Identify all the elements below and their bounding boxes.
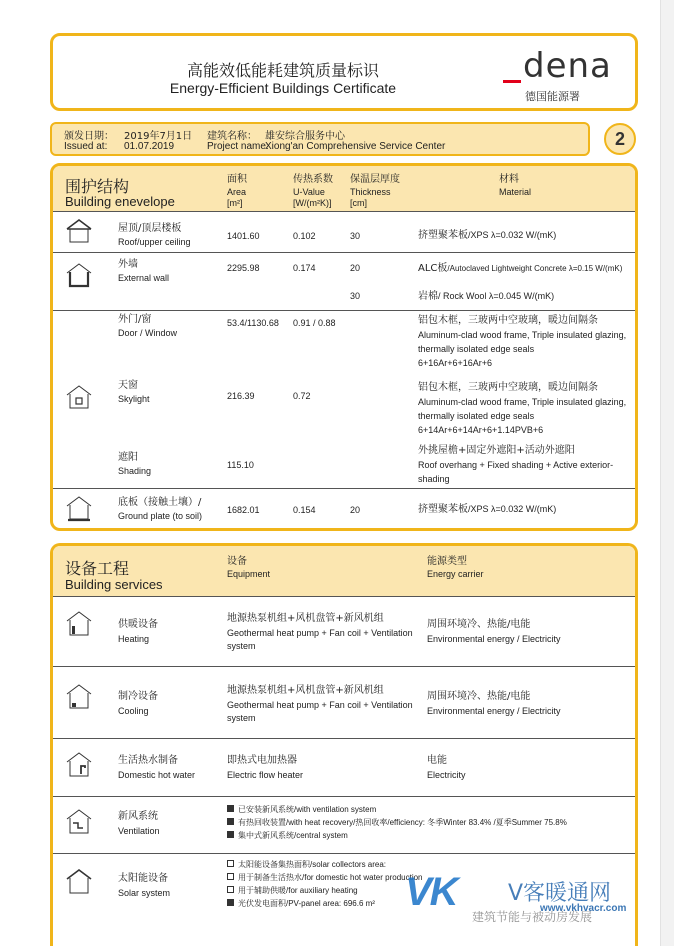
wall-area: 2295.98 bbox=[227, 263, 260, 273]
certificate-title-zh: 高能效低能耗建筑质量标识 bbox=[186, 61, 379, 80]
cooling-carrier-en: Environmental energy / Electricity bbox=[427, 706, 561, 716]
envelope-title-zh: 围护结构 bbox=[65, 177, 130, 196]
skylight-u-value: 0.72 bbox=[293, 391, 311, 401]
heating-carrier-en: Environmental energy / Electricity bbox=[427, 634, 561, 644]
checkbox-checked bbox=[227, 831, 234, 838]
project-name-zh: 雄安综合服务中心 bbox=[265, 131, 345, 142]
services-rule bbox=[53, 596, 635, 597]
checkbox-checked bbox=[227, 818, 234, 825]
cooling-house-icon bbox=[65, 683, 93, 711]
roof-label-en: Roof/upper ceiling bbox=[118, 237, 191, 247]
certificate-title-en: Energy-Efficient Buildings Certificate bbox=[169, 80, 397, 96]
door-material-en-2: thermally isolated edge seals bbox=[418, 344, 535, 354]
cooling-label-en: Cooling bbox=[118, 706, 149, 716]
solar-option-3: 用于辅助供暖/for auxiliary heating bbox=[238, 886, 358, 895]
issue-label-en: Issued at: bbox=[64, 141, 108, 152]
door-u-value: 0.91 / 0.88 bbox=[293, 318, 336, 328]
row-rule bbox=[53, 488, 635, 489]
thickness-header-zh: 保温层厚度 bbox=[350, 174, 400, 185]
solar-label-zh: 太阳能设备 bbox=[118, 873, 168, 884]
heating-label-zh: 供暖设备 bbox=[118, 619, 158, 630]
skylight-material-en-3: 6+14Ar+6+14Ar+6+1.14PVB+6 bbox=[418, 425, 544, 435]
hot-water-house-icon bbox=[65, 751, 93, 779]
shading-material-en-2: shading bbox=[418, 474, 450, 484]
carrier-header-zh: 能源类型 bbox=[427, 556, 467, 567]
solar-option-1: 太阳能设备集热面积/solar collectors area: bbox=[238, 860, 387, 869]
logo-subtitle: 德国能源署 bbox=[525, 91, 580, 103]
solar-house-icon bbox=[65, 868, 93, 896]
checkbox-unchecked bbox=[227, 886, 234, 893]
equipment-header-en: Equipment bbox=[227, 569, 271, 579]
hot-water-carrier-en: Electricity bbox=[427, 770, 466, 780]
row-rule bbox=[53, 796, 635, 797]
area-header-zh: 面积 bbox=[227, 174, 247, 185]
door-label-zh: 外门/窗 bbox=[118, 314, 152, 325]
services-header bbox=[53, 546, 635, 596]
wall-material-2-zh: 岩棉 bbox=[418, 291, 438, 302]
roof-material-zh: 挤塑聚苯板 bbox=[418, 230, 468, 241]
equipment-header-zh: 设备 bbox=[227, 556, 247, 567]
services-title-zh: 设备工程 bbox=[65, 559, 130, 578]
ventilation-option-2: 有热回收装置/with heat recovery/热回收率/efficiency: 冬季Winter 83.4% /夏季Summer 75.8% bbox=[238, 818, 567, 827]
dena-logo bbox=[503, 46, 613, 102]
ground-label-zh: 底板（接触土壤）/ bbox=[118, 497, 202, 508]
ground-area: 1682.01 bbox=[227, 505, 260, 515]
shading-material-zh: 外挑屋檐+固定外遮阳+活动外遮阳 bbox=[418, 445, 575, 456]
wall-label-zh: 外墙 bbox=[118, 259, 138, 270]
wall-material-1-en: /Autoclaved Lightweight Concrete λ=0.15 W/(mK) bbox=[447, 264, 623, 273]
roof-label-zh: 屋顶/顶层楼板 bbox=[118, 223, 182, 234]
heating-equipment-en-1: Geothermal heat pump + Fan coil + Ventilation bbox=[227, 628, 413, 638]
door-area: 53.4/1130.68 bbox=[227, 318, 279, 328]
heating-house-icon bbox=[65, 610, 93, 638]
heating-equipment-en-2: system bbox=[227, 641, 256, 651]
hot-water-carrier-zh: 电能 bbox=[427, 755, 447, 766]
solar-label-en: Solar system bbox=[118, 888, 171, 898]
hot-water-equipment-en: Electric flow heater bbox=[227, 770, 304, 780]
hot-water-equipment-zh: 即热式电加热器 bbox=[227, 755, 297, 766]
wall-house-icon bbox=[65, 262, 93, 288]
thickness-header-en: Thickness bbox=[350, 187, 391, 197]
row-rule bbox=[53, 738, 635, 739]
area-header-en: Area bbox=[227, 187, 247, 197]
solar-option-2: 用于制备生活热水/for domestic hot water production bbox=[238, 873, 423, 882]
door-material-en-3: 6+16Ar+6+16Ar+6 bbox=[418, 358, 493, 368]
watermark-url: www.vkhvacr.com bbox=[540, 903, 627, 914]
roof-u-value: 0.102 bbox=[293, 231, 316, 241]
ground-label-en: Ground plate (to soil) bbox=[118, 511, 203, 521]
ground-material-en: /XPS λ=0.032 W/(mK) bbox=[468, 504, 557, 514]
issue-date-en: 01.07.2019 bbox=[124, 141, 175, 152]
building-envelope-section bbox=[50, 163, 638, 531]
ground-material-zh: 挤塑聚苯板 bbox=[418, 504, 468, 515]
solar-option-4: 光伏发电面积/PV-panel area: 696.6 m² bbox=[238, 899, 375, 908]
material-header-zh: 材料 bbox=[499, 174, 519, 185]
u-header-zh: 传热系数 bbox=[293, 174, 333, 185]
ground-u-value: 0.154 bbox=[293, 505, 316, 515]
skylight-label-en: Skylight bbox=[118, 394, 150, 404]
heating-carrier-zh: 周围环境冷、热能/电能 bbox=[427, 619, 531, 630]
roof-area: 1401.60 bbox=[227, 231, 260, 241]
hot-water-label-en: Domestic hot water bbox=[118, 770, 196, 780]
wall-thickness-2: 30 bbox=[350, 291, 361, 301]
project-label-en: Project name: bbox=[207, 141, 269, 152]
skylight-material-zh: 铝包木框，三玻两中空玻璃，暖边间隔条 bbox=[418, 382, 598, 393]
heating-equipment-zh: 地源热泵机组+风机盘管+新风机组 bbox=[227, 613, 384, 624]
page-edge bbox=[660, 0, 674, 946]
ventilation-option-1: 已安装新风系统/with ventilation system bbox=[238, 805, 377, 814]
issue-date-zh: 2019年7月1日 bbox=[124, 131, 193, 142]
door-label-en: Door / Window bbox=[118, 328, 178, 338]
cooling-equipment-en-1: Geothermal heat pump + Fan coil + Ventilation bbox=[227, 700, 413, 710]
envelope-title-en: Building enevelope bbox=[65, 194, 175, 209]
material-header-en: Material bbox=[499, 187, 532, 197]
envelope-rule bbox=[53, 211, 635, 212]
logo-accent-line bbox=[503, 80, 521, 83]
door-material-en-1: Aluminum-clad wood frame, Triple insulated glazing, bbox=[418, 330, 627, 340]
wall-label-en: External wall bbox=[118, 273, 170, 283]
ventilation-option-3: 集中式新风系统/central system bbox=[238, 831, 348, 840]
shading-area: 115.10 bbox=[227, 460, 254, 470]
cooling-equipment-en-2: system bbox=[227, 713, 256, 723]
ventilation-house-icon bbox=[65, 808, 93, 836]
roof-material-en: /XPS λ=0.032 W/(mK) bbox=[468, 230, 557, 240]
shading-material-en-1: Roof overhang + Fixed shading + Active exterior- bbox=[418, 460, 614, 470]
wall-thickness-1: 20 bbox=[350, 263, 361, 273]
skylight-material-en-2: thermally isolated edge seals bbox=[418, 411, 535, 421]
row-rule bbox=[53, 666, 635, 667]
watermark-subtitle: 建筑节能与被动房发展 bbox=[472, 910, 593, 924]
ventilation-label-en: Ventilation bbox=[118, 826, 160, 836]
checkbox-checked bbox=[227, 899, 234, 906]
ventilation-label-zh: 新风系统 bbox=[118, 811, 158, 822]
wall-material-1-zh: ALC板 bbox=[418, 263, 448, 274]
logo-text: dena bbox=[523, 46, 612, 86]
page-number-badge: 2 bbox=[604, 123, 636, 155]
heating-label-en: Heating bbox=[118, 634, 150, 644]
checkbox-checked bbox=[227, 805, 234, 812]
door-material-zh: 铝包木框，三玻两中空玻璃，暖边间隔条 bbox=[418, 315, 598, 326]
window-house-icon bbox=[65, 384, 93, 410]
shading-label-en: Shading bbox=[118, 466, 152, 476]
checkbox-unchecked bbox=[227, 873, 234, 880]
area-header-unit: [m²] bbox=[227, 198, 243, 208]
certificate-title-box bbox=[50, 33, 638, 111]
services-title-en: Building services bbox=[65, 577, 163, 592]
ground-thickness: 20 bbox=[350, 505, 361, 515]
thickness-header-unit: [cm] bbox=[350, 198, 367, 208]
roof-thickness: 30 bbox=[350, 231, 361, 241]
cooling-carrier-zh: 周围环境冷、热能/电能 bbox=[427, 691, 531, 702]
u-header-unit: [W/(m²K)] bbox=[293, 198, 332, 208]
skylight-label-zh: 天窗 bbox=[118, 380, 138, 391]
ground-house-icon bbox=[65, 495, 93, 523]
row-rule bbox=[53, 310, 635, 311]
hot-water-label-zh: 生活热水制备 bbox=[118, 755, 178, 766]
u-header-en: U-Value bbox=[293, 187, 325, 197]
envelope-header bbox=[53, 166, 635, 211]
shading-label-zh: 遮阳 bbox=[118, 452, 138, 463]
carrier-header-en: Energy carrier bbox=[427, 569, 484, 579]
row-rule bbox=[53, 252, 635, 253]
issue-label-zh: 颁发日期： bbox=[64, 131, 114, 142]
issue-info-bar bbox=[50, 122, 590, 156]
roof-house-icon bbox=[65, 218, 93, 244]
row-rule bbox=[53, 853, 635, 854]
cooling-equipment-zh: 地源热泵机组+风机盘管+新风机组 bbox=[227, 685, 384, 696]
project-name-en: Xiong'an Comprehensive Service Center bbox=[265, 141, 446, 152]
skylight-material-en-1: Aluminum-clad wood frame, Triple insulated glazing, bbox=[418, 397, 627, 407]
cooling-label-zh: 制冷设备 bbox=[118, 691, 158, 702]
wall-u-value: 0.174 bbox=[293, 263, 316, 273]
checkbox-unchecked bbox=[227, 860, 234, 867]
project-label-zh: 建筑名称： bbox=[207, 131, 257, 142]
watermark-site-name: V客暖通网 bbox=[508, 881, 612, 906]
wall-material-2-en: / Rock Wool λ=0.045 W/(mK) bbox=[438, 291, 555, 301]
skylight-area: 216.39 bbox=[227, 391, 255, 401]
watermark-vk-logo: VK bbox=[405, 870, 457, 914]
